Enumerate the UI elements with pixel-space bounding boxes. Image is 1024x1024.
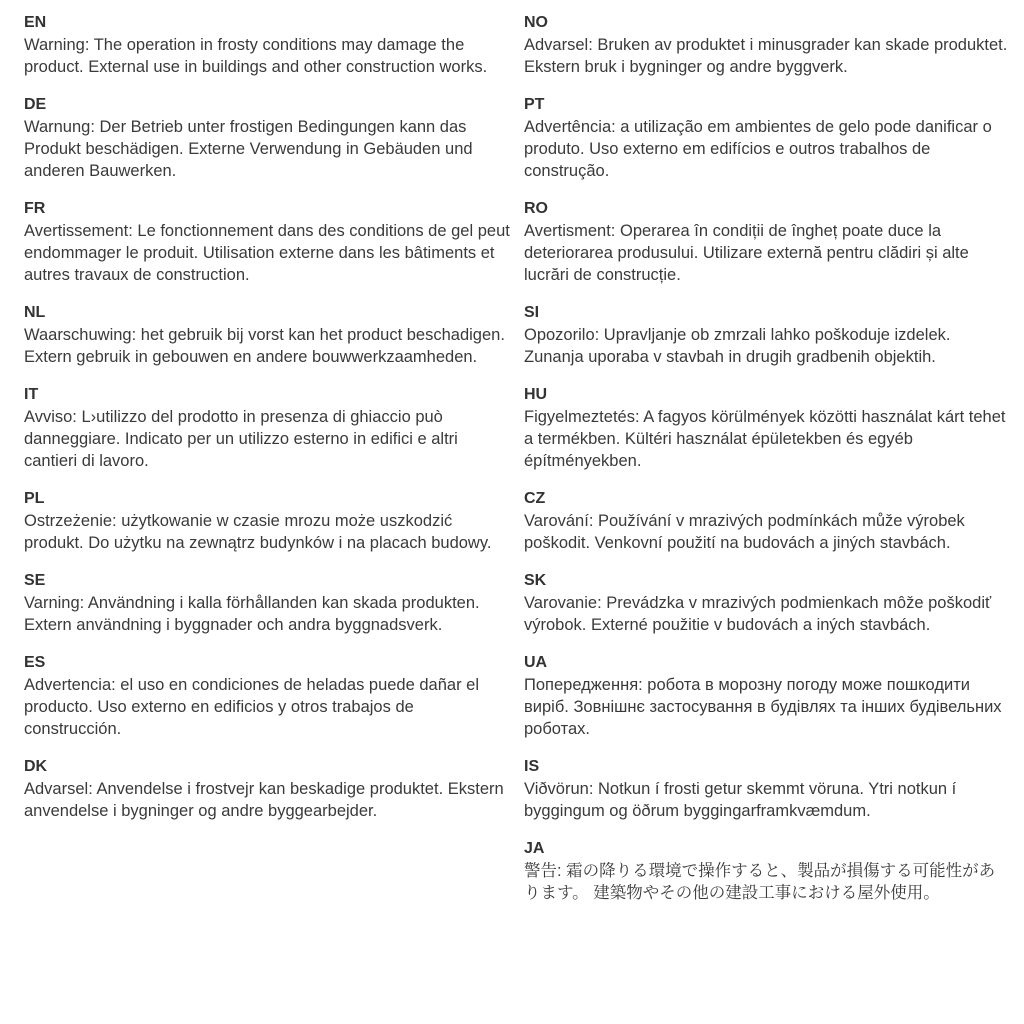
language-code-se: SE [24, 572, 46, 589]
warning-text-hu: Figyelmeztetés: A fagyos körülmények közötti használat kárt tehet a termékben. Kültéri használat épületekben és egyéb építményekben. [524, 408, 1006, 470]
section-se [24, 570, 510, 636]
section-hu [524, 384, 1010, 472]
section-cz [524, 488, 1010, 554]
language-code-ro: RO [524, 200, 548, 217]
warning-text-ua: Попередження: робота в морозну погоду може пошкодити виріб. Зовнішнє застосування в будівлях та інших будівельних роботах. [524, 676, 1002, 738]
section-es [24, 652, 510, 740]
warning-text-ro: Avertisment: Operarea în condiții de îngheț poate duce la deteriorarea produsului. Utilizare externă pentru clădiri și alte lucrări de construcție. [524, 222, 969, 284]
warning-text-cz: Varování: Používání v mrazivých podmínkách může výrobek poškodit. Venkovní použití na budovách a jiných stavbách. [524, 512, 965, 552]
warning-text-no: Advarsel: Bruken av produktet i minusgrader kan skade produktet. Ekstern bruk i bygninger og andre byggverk. [524, 36, 1008, 76]
language-code-dk: DK [24, 758, 48, 775]
language-code-fr: FR [24, 200, 46, 217]
language-code-pt: PT [524, 96, 545, 113]
section-nl [24, 302, 510, 368]
warning-text-se: Varning: Användning i kalla förhållanden kan skada produkten. Extern användning i byggnader och andra byggnadsverk. [24, 594, 480, 634]
language-code-is: IS [524, 758, 540, 775]
section-de [24, 94, 510, 182]
warning-text-sk: Varovanie: Prevádzka v mrazivých podmienkach môže poškodiť výrobok. Externé použitie v budovách a iných stavbách. [524, 594, 992, 634]
language-code-no: NO [524, 14, 548, 31]
section-it [24, 384, 510, 472]
section-en [24, 12, 510, 78]
language-code-pl: PL [24, 490, 45, 507]
warning-text-si: Opozorilo: Upravljanje ob zmrzali lahko poškoduje izdelek. Zunanja uporaba v stavbah in drugih gradbenih objektih. [524, 326, 951, 366]
section-si [524, 302, 1010, 368]
section-ja [524, 838, 1010, 904]
warning-text-es: Advertencia: el uso en condiciones de heladas puede dañar el producto. Uso externo en edificios y otros trabajos de construcción. [24, 676, 479, 738]
language-code-si: SI [524, 304, 540, 321]
language-code-cz: CZ [524, 490, 546, 507]
section-pt [524, 94, 1010, 182]
section-sk [524, 570, 1010, 636]
section-fr [24, 198, 510, 286]
section-is [524, 756, 1010, 822]
warning-text-nl: Waarschuwing: het gebruik bij vorst kan het product beschadigen. Extern gebruik in gebouwen en andere bouwwerkzaamheden. [24, 326, 505, 366]
warning-text-is: Viðvörun: Notkun í frosti getur skemmt vöruna. Ytri notkun í byggingum og öðrum byggingarframkvæmdum. [524, 780, 957, 820]
section-ro [524, 198, 1010, 286]
language-code-en: EN [24, 14, 47, 31]
left-column [24, 12, 510, 838]
language-code-sk: SK [524, 572, 547, 589]
language-code-hu: HU [524, 386, 548, 403]
language-code-ja: JA [524, 840, 545, 857]
language-code-nl: NL [24, 304, 46, 321]
warning-text-ja: 警告: 霜の降りる環境で操作すると、製品が損傷する可能性があります。 建築物やその他の建設工事における屋外使用。 [524, 862, 996, 902]
language-code-de: DE [24, 96, 47, 113]
warning-text-fr: Avertissement: Le fonctionnement dans des conditions de gel peut endommager le produit. Utilisation externe dans les bâtiments et autres travaux de construction. [24, 222, 510, 284]
section-pl [24, 488, 510, 554]
warning-text-dk: Advarsel: Anvendelse i frostvejr kan beskadige produktet. Ekstern anvendelse i bygninger og andre byggearbejder. [24, 780, 504, 820]
warning-text-pl: Ostrzeżenie: użytkowanie w czasie mrozu może uszkodzić produkt. Do użytku na zewnątrz budynków i na placach budowy. [24, 512, 492, 552]
section-ua [524, 652, 1010, 740]
section-dk [24, 756, 510, 822]
language-code-es: ES [24, 654, 46, 671]
warning-text-it: Avviso: L›utilizzo del prodotto in presenza di ghiaccio può danneggiare. Indicato per un utilizzo esterno in edifici e altri cantieri di lavoro. [24, 408, 458, 470]
language-code-ua: UA [524, 654, 548, 671]
warning-text-en: Warning: The operation in frosty conditions may damage the product. External use in buildings and other construction works. [24, 36, 488, 76]
language-code-it: IT [24, 386, 39, 403]
warning-text-de: Warnung: Der Betrieb unter frostigen Bedingungen kann das Produkt beschädigen. Externe Verwendung in Gebäuden und anderen Bauwerken. [24, 118, 473, 180]
right-column [524, 12, 1010, 920]
section-no [524, 12, 1010, 78]
warning-text-pt: Advertência: a utilização em ambientes de gelo pode danificar o produto. Uso externo em edifícios e outros trabalhos de construção. [524, 118, 992, 180]
